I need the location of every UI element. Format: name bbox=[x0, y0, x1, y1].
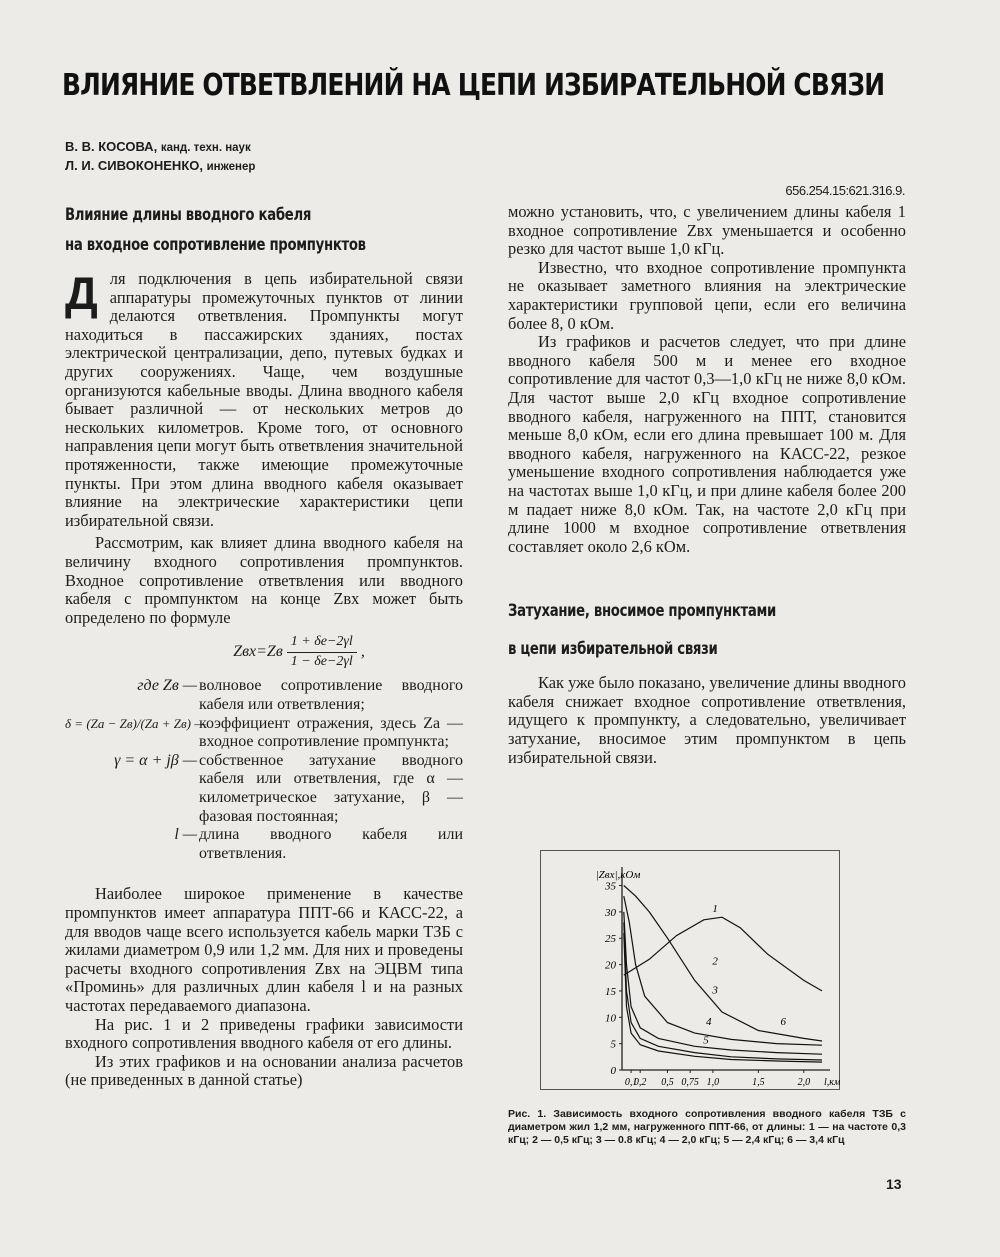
definition-symbol: δ = (Zа − Zв)/(Zа + Zв) — bbox=[65, 715, 206, 731]
formula-lhs: Zвх=Zв bbox=[233, 643, 283, 661]
author-2 bbox=[65, 157, 255, 176]
y-tick-label: 0 bbox=[610, 1065, 616, 1077]
section1-heading-line2: на входное сопротивление промпунктов bbox=[65, 235, 366, 255]
definition-row bbox=[65, 752, 463, 826]
section2-heading-line2: в цепи избирательной связи bbox=[508, 639, 718, 660]
definition-list bbox=[65, 677, 463, 863]
figure-1-chart bbox=[540, 850, 840, 1090]
impedance-formula bbox=[135, 633, 463, 671]
x-tick-label: 1,0 bbox=[706, 1077, 720, 1088]
article-title: ВЛИЯНИЕ ОТВЕТВЛЕНИЙ НА ЦЕПИ ИЗБИРАТЕЛЬНОЙ СВЯЗИ bbox=[62, 68, 885, 103]
formula-denominator: 1 − δe−2γl bbox=[290, 653, 353, 669]
x-axis-label: l,км bbox=[824, 1077, 840, 1088]
series-3-label: 3 bbox=[712, 984, 718, 997]
author-1-degree: канд. техн. наук bbox=[160, 142, 251, 154]
figure-1-caption: Рис. 1. Зависимость входного сопротивления вводного кабеля ТЗБ с диаметром жил 1,2 мм, нагруженного ППТ-66, от длины: 1 — на частоте 0,3 кГц; 2 — 0,5 кГц; 3 — 0.8 кГц; 4 — 2,0 кГц; 5 — 2,4 кГц; 6 — 3,4 кГц bbox=[508, 1108, 906, 1146]
author-2-degree: инженер bbox=[206, 161, 256, 173]
definition-symbol: γ = α + jβ — bbox=[114, 751, 197, 769]
section1-paragraph-3: Наиболее широкое применение в качестве промпунктов имеет аппаратура ППТ-66 и КАСС-22, а для вводов чаще всего используется кабель марки ТЗБ с жилами диаметром 0,9 или 1,2 мм. Для них и проведены расчеты входного сопротивления Zвх на ЭЦВМ типа «Проминь» для различных длин кабеля l и на разных частотах передаваемого диапазона. bbox=[65, 884, 463, 1015]
y-tick-label: 10 bbox=[605, 1012, 616, 1025]
series-4-line bbox=[624, 912, 822, 1054]
y-tick-label: 5 bbox=[610, 1038, 616, 1051]
definition-row bbox=[65, 715, 463, 752]
definition-text: коэффициент отражения, здесь Zа — входное сопротивление промпункта; bbox=[199, 714, 463, 751]
series-2-line bbox=[624, 886, 822, 1042]
y-tick-label: 20 bbox=[605, 959, 616, 972]
formula-fraction bbox=[287, 633, 357, 671]
right-paragraph-2: Известно, что входное сопротивление промпункта не оказывает заметного влияния на электрические характеристики групповой цепи, если его величина более 8, 0 кОм. bbox=[508, 257, 906, 333]
section1-paragraph-2: Рассмотрим, как влияет длина вводного кабеля на величину входного сопротивления промпунктов. Входное сопротивление ответвления или вводного кабеля с промпунктом на конце Zвх может быть определено по формуле bbox=[65, 533, 463, 627]
right-paragraph-3: Из графиков и расчетов следует, что при длине вводного кабеля 500 м и менее его входное сопротивление для частот 0,3—1,0 кГц не ниже 8,0 кОм. Для частот выше 2,0 кГц входное сопротивление вводного кабеля, нагруженного на ППТ, становится меньше 8,0 кОм, если его длина превышает 100 м. Для вводного кабеля, нагруженного на КАСС-22, резкое уменьшение входного сопротивления наблюдается уже на частотах выше 1,0 кГц, и при длине кабеля более 200 м падает ниже 8,0 кОм. Так, на частоте 2,0 кГц при длине 1000 м входное сопротивление ответвления составляет около 2,6 кОм. bbox=[508, 332, 906, 556]
formula-end: , bbox=[360, 643, 365, 661]
x-tick-label: 2,0 bbox=[797, 1077, 811, 1088]
authors bbox=[65, 138, 255, 176]
x-tick-label: 0,2 bbox=[633, 1077, 647, 1088]
series-5-line bbox=[624, 922, 822, 1060]
x-tick-label: 1,5 bbox=[752, 1077, 765, 1088]
drop-cap: Д bbox=[65, 267, 98, 319]
spacer bbox=[65, 863, 463, 885]
series-4-label: 4 bbox=[706, 1016, 712, 1029]
right-column bbox=[508, 203, 906, 767]
series-1-line bbox=[624, 917, 822, 991]
page-number: 13 bbox=[886, 1176, 902, 1192]
x-tick-label: 0,5 bbox=[661, 1077, 674, 1088]
section1-paragraph-1 bbox=[65, 267, 463, 530]
section2-heading-line1: Затухание, вносимое промпунктами bbox=[508, 601, 777, 622]
y-axis-label: |Zвх|,кОм bbox=[595, 869, 641, 881]
section1-heading-line1: Влияние длины вводного кабеля bbox=[65, 205, 312, 225]
section1-paragraph-5: Из этих графиков и на основании анализа расчетов (не приведенных в данной статье) bbox=[65, 1051, 463, 1090]
section1-p1-text: ля подключения в цепь избирательной связи аппаратуры промежуточных пунктов от линии делаются ответвления. Промпункты могут находиться в пассажирских зданиях, постах электрической централизации, депо, путевых будках и других сооружениях. Чаще, чем воздушные организуются кабельные вводы. Длина вводного кабеля бывает различной — от нескольких метров до нескольких километров. Кроме того, от основного направления цепи могут быть ответвления значительной протяженности, также имеющие промежуточные пункты. При этом длина вводного кабеля оказывает влияние на электрические характеристики цепи избирательной связи. bbox=[65, 269, 463, 530]
spacer bbox=[508, 556, 906, 596]
x-tick-label: 0,75 bbox=[681, 1077, 699, 1088]
udc-code: 656.254.15:621.316.9. bbox=[785, 183, 905, 198]
definition-row bbox=[65, 677, 463, 714]
series-6-line bbox=[624, 933, 822, 1062]
author-2-name: Л. И. СИВОКОНЕНКО, bbox=[65, 158, 203, 173]
section1-paragraph-4: На рис. 1 и 2 приведены графики зависимости входного сопротивления вводного кабеля от его длины. bbox=[65, 1014, 463, 1053]
author-1 bbox=[65, 138, 255, 157]
author-1-name: В. В. КОСОВА, bbox=[65, 139, 158, 154]
x-tick-label: 0,1 bbox=[624, 1077, 638, 1088]
series-2-label: 2 bbox=[712, 955, 718, 968]
definition-text: собственное затухание вводного кабеля или ответвления, где α — километрическое затухание, β — фазовая постоянная; bbox=[199, 751, 463, 825]
section2-paragraph-1: Как уже было показано, увеличение длины вводного кабеля снижает входное сопротивление ответвления, идущего к промпункту, а следовательно, увеличивает затухание, вносимое этим промпунктом в цепь избирательной связи. bbox=[508, 673, 906, 767]
definition-symbol: l — bbox=[174, 826, 197, 844]
series-1-label: 1 bbox=[712, 902, 718, 915]
series-5-label: 5 bbox=[703, 1034, 709, 1047]
y-tick-label: 15 bbox=[605, 985, 616, 998]
left-column bbox=[65, 200, 463, 1090]
series-6-label: 6 bbox=[780, 1016, 787, 1029]
y-tick-label: 30 bbox=[605, 906, 616, 919]
definition-text: длина вводного кабеля или ответвления. bbox=[199, 826, 463, 862]
formula-numerator: 1 + δe−2γl bbox=[287, 633, 357, 653]
definition-text: волновое сопротивление вводного кабеля или ответвления; bbox=[199, 677, 463, 714]
right-paragraph-1: можно установить, что, с увеличением длины кабеля 1 входное сопротивление Zвх уменьшается и особенно резко для частот выше 1,0 кГц. bbox=[508, 202, 906, 259]
y-tick-label: 25 bbox=[605, 933, 616, 946]
y-tick-label: 35 bbox=[605, 880, 616, 893]
definition-symbol: где Zв — bbox=[137, 677, 197, 695]
definition-row bbox=[65, 826, 463, 863]
